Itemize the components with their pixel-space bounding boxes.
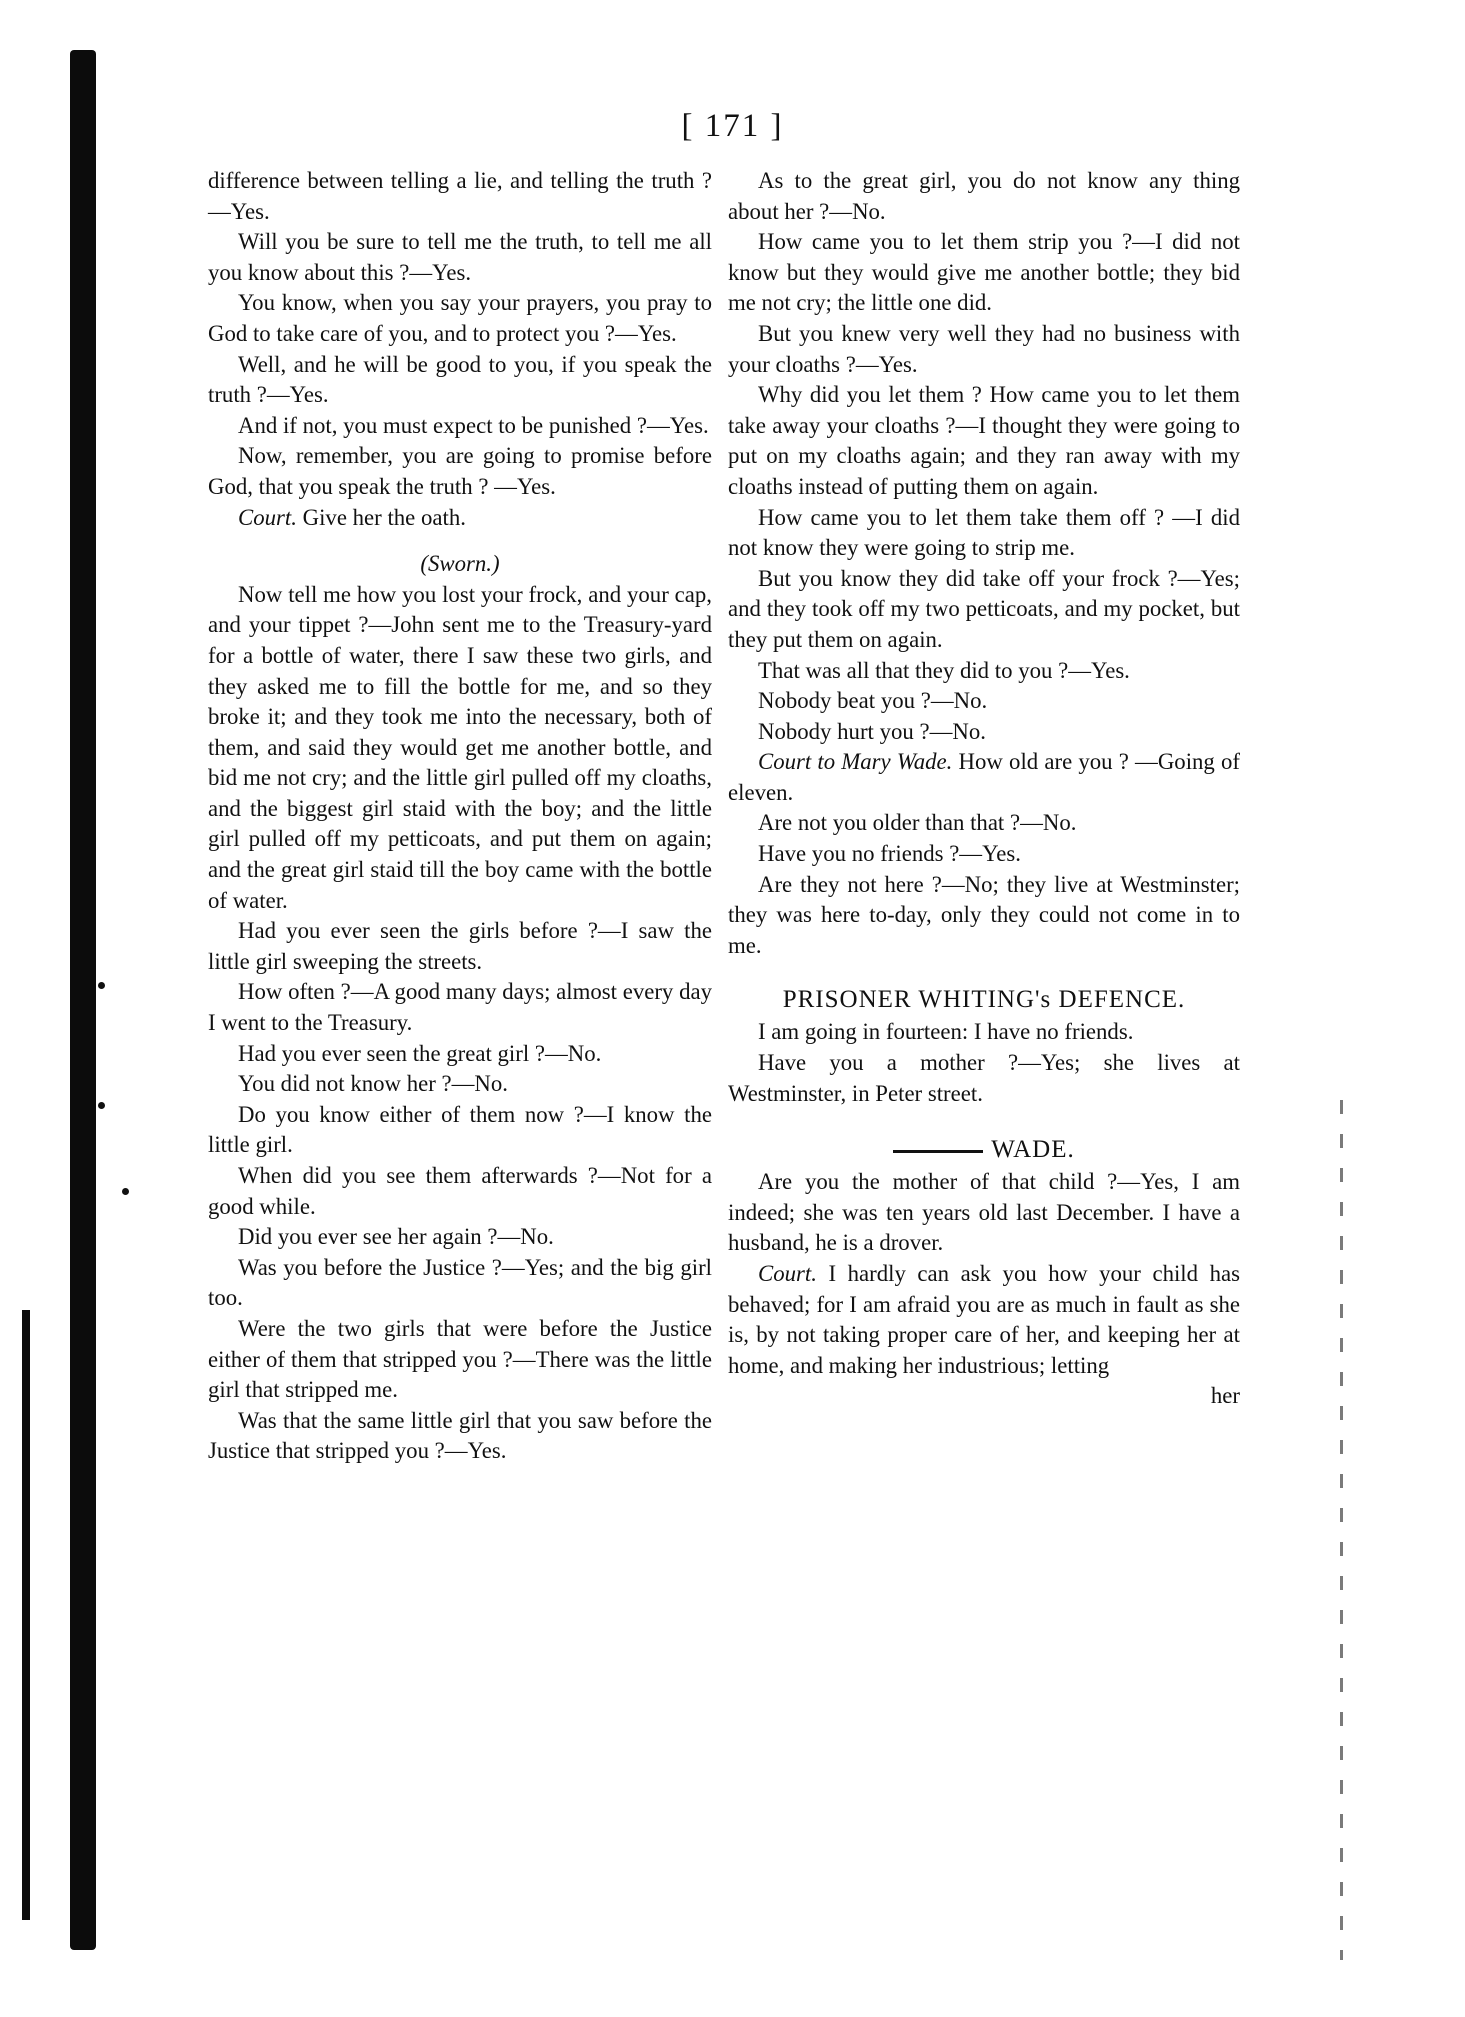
ink-speck <box>98 1102 105 1109</box>
paragraph-text: I am going in fourteen: I have no friends. <box>758 1019 1134 1045</box>
right-column-paragraphs <box>728 166 1240 961</box>
paragraph <box>208 503 712 534</box>
paragraph <box>728 1167 1240 1259</box>
paragraph-text: And if not, you must expect to be punished ?—Yes. <box>238 412 709 438</box>
paragraph-text: How came you to let them strip you ?—I did not know but they would give me another bottle; they bid me not cry; the little one did. <box>728 229 1240 316</box>
paragraph-text: How often ?—A good many days; almost every day I went to the Treasury. <box>208 979 712 1036</box>
paragraph <box>728 319 1240 380</box>
binding-shadow-lower <box>22 1310 30 1920</box>
paragraph <box>728 166 1240 227</box>
paragraph <box>208 1406 712 1467</box>
speaker-label: Court. <box>758 1261 817 1286</box>
speaker-label: Court to Mary Wade. <box>758 749 953 775</box>
paragraph-text: Have you no friends ?—Yes. <box>758 841 1021 867</box>
paragraph <box>728 747 1240 808</box>
ink-speck <box>122 1188 129 1195</box>
defence-heading: PRISONER WHITING's DEFENCE. <box>782 986 1186 1014</box>
paragraph <box>728 686 1240 717</box>
paragraph <box>208 411 712 442</box>
paragraph <box>728 227 1240 319</box>
paragraph <box>208 916 712 977</box>
heading-rule <box>893 1150 983 1153</box>
paragraph-text: Had you ever seen the girls before ?—I saw the little girl sweeping the streets. <box>208 918 712 974</box>
paragraph <box>208 350 712 411</box>
paragraph <box>728 870 1240 962</box>
paragraph <box>208 1314 712 1406</box>
defence-paragraphs <box>728 1017 1240 1109</box>
paragraph <box>728 564 1240 656</box>
speaker-label: Court. <box>238 504 297 530</box>
paragraph <box>728 380 1240 502</box>
paragraph <box>208 977 712 1038</box>
paragraph-text: As to the great girl, you do not know any thing about her ?—No. <box>728 168 1240 224</box>
paragraph <box>728 1259 1240 1381</box>
wade-paragraphs <box>728 1167 1240 1381</box>
page-edge-marks <box>1340 1100 1343 1960</box>
paragraph <box>728 503 1240 564</box>
paragraph-text: Was that the same little girl that you saw before the Justice that stripped you ?—Yes. <box>208 1407 712 1464</box>
paragraph-text: Did you ever see her again ?—No. <box>238 1224 554 1250</box>
paragraph <box>208 1161 712 1222</box>
paragraph-text: Are they not here ?—No; they live at Westminster; they was here to-day, only they could not come in to me. <box>728 871 1240 958</box>
paragraph-text: How came you to let them take them off ? —I did not know they were going to strip me. <box>728 504 1240 561</box>
left-column <box>208 166 712 1467</box>
ink-speck <box>98 982 105 989</box>
paragraph <box>208 1222 712 1253</box>
paragraph-text: You know, when you say your prayers, you pray to God to take care of you, and to protect you ?—Yes. <box>208 290 712 346</box>
paragraph-text: Were the two girls that were before the Justice either of them that stripped you ?—There was the little girl that stripped me. <box>208 1315 712 1403</box>
paragraph-text: I hardly can ask you how your child has behaved; for I am afraid you are as much in fault as she is, by not taking proper care of her, and keeping her at home, and making her industrious; letting <box>728 1261 1240 1378</box>
paragraph-text: But you knew very well they had no business with your cloaths ?—Yes. <box>728 320 1240 377</box>
paragraph-text: Have you a mother ?—Yes; she lives at Westminster, in Peter street. <box>728 1050 1240 1106</box>
paragraph-text: Nobody beat you ?—No. <box>758 688 988 714</box>
paragraph-text: Nobody hurt you ?—No. <box>758 718 986 744</box>
catchword: her <box>1210 1383 1240 1409</box>
paragraph-text: Now tell me how you lost your frock, and your cap, and your tippet ?—John sent me to the Treasury-yard for a bottle of water, there I saw these two girls, and they asked me to fill the bottle for me, and so they broke it; and they took me into the necessary, both of them, and said they would get me another bottle, and bid me not cry; and the little girl pulled off my cloaths, and the biggest girl staid with the boy; and the little girl pulled off my petticoats, and put them on again; and the great girl staid till the boy came with the bottle of water. <box>208 581 712 913</box>
wade-heading-text: WADE. <box>991 1136 1075 1164</box>
paragraph <box>208 1039 712 1070</box>
paragraph-text: Will you be sure to tell me the truth, to tell me all you know about this ?—Yes. <box>208 229 712 285</box>
paragraph-text: Had you ever seen the great girl ?—No. <box>238 1040 602 1066</box>
paragraph <box>728 1048 1240 1109</box>
paragraph <box>728 1017 1240 1048</box>
paragraph-text: Are not you older than that ?—No. <box>758 810 1077 836</box>
left-column-paragraphs <box>208 166 712 533</box>
paragraph-text: That was all that they did to you ?—Yes. <box>758 657 1130 683</box>
right-column <box>728 166 1240 1412</box>
paragraph-text: How old are you ? —Going of eleven. <box>728 749 1240 805</box>
binding-shadow <box>70 50 96 1950</box>
paragraph-text: When did you see them afterwards ?—Not for a good while. <box>208 1163 712 1219</box>
paragraph-text: But you know they did take off your frock ?—Yes; and they took off my two petticoats, and my pocket, but they put them on again. <box>728 565 1240 652</box>
paragraph <box>208 1069 712 1100</box>
paragraph <box>208 166 712 227</box>
paragraph-text: Was you before the Justice ?—Yes; and the big girl too. <box>208 1254 712 1311</box>
paragraph <box>208 288 712 349</box>
paragraph-text: Why did you let them ? How came you to let them take away your cloaths ?—I thought they were going to put on my cloaths again; and they ran away with my cloaths instead of putting them on again. <box>728 382 1240 499</box>
paragraph-text: Now, remember, you are going to promise before God, that you speak the truth ? —Yes. <box>208 443 712 499</box>
wade-heading <box>728 1135 1240 1165</box>
paragraph <box>728 808 1240 839</box>
paragraph-text: You did not know her ?—No. <box>238 1071 508 1097</box>
paragraph-text: difference between telling a lie, and telling the truth ?—Yes. <box>208 168 712 224</box>
paragraph <box>208 227 712 288</box>
left-column-testimony <box>208 580 712 1467</box>
sworn-note: (Sworn.) <box>420 551 500 577</box>
page-number: [ 171 ] <box>681 108 784 144</box>
paragraph <box>208 1253 712 1314</box>
paragraph-text: Do you know either of them now ?—I know the little girl. <box>208 1101 712 1158</box>
paragraph <box>208 441 712 502</box>
paragraph <box>208 1100 712 1161</box>
paragraph-text: Well, and he will be good to you, if you speak the truth ?—Yes. <box>208 351 712 408</box>
paragraph-text: Give her the oath. <box>296 504 466 530</box>
paragraph <box>728 717 1240 748</box>
paragraph-text: Are you the mother of that child ?—Yes, I am indeed; she was ten years old last December. I have a husband, he is a drover. <box>728 1169 1240 1256</box>
paragraph <box>208 580 712 917</box>
paragraph <box>728 656 1240 687</box>
paragraph <box>728 839 1240 870</box>
